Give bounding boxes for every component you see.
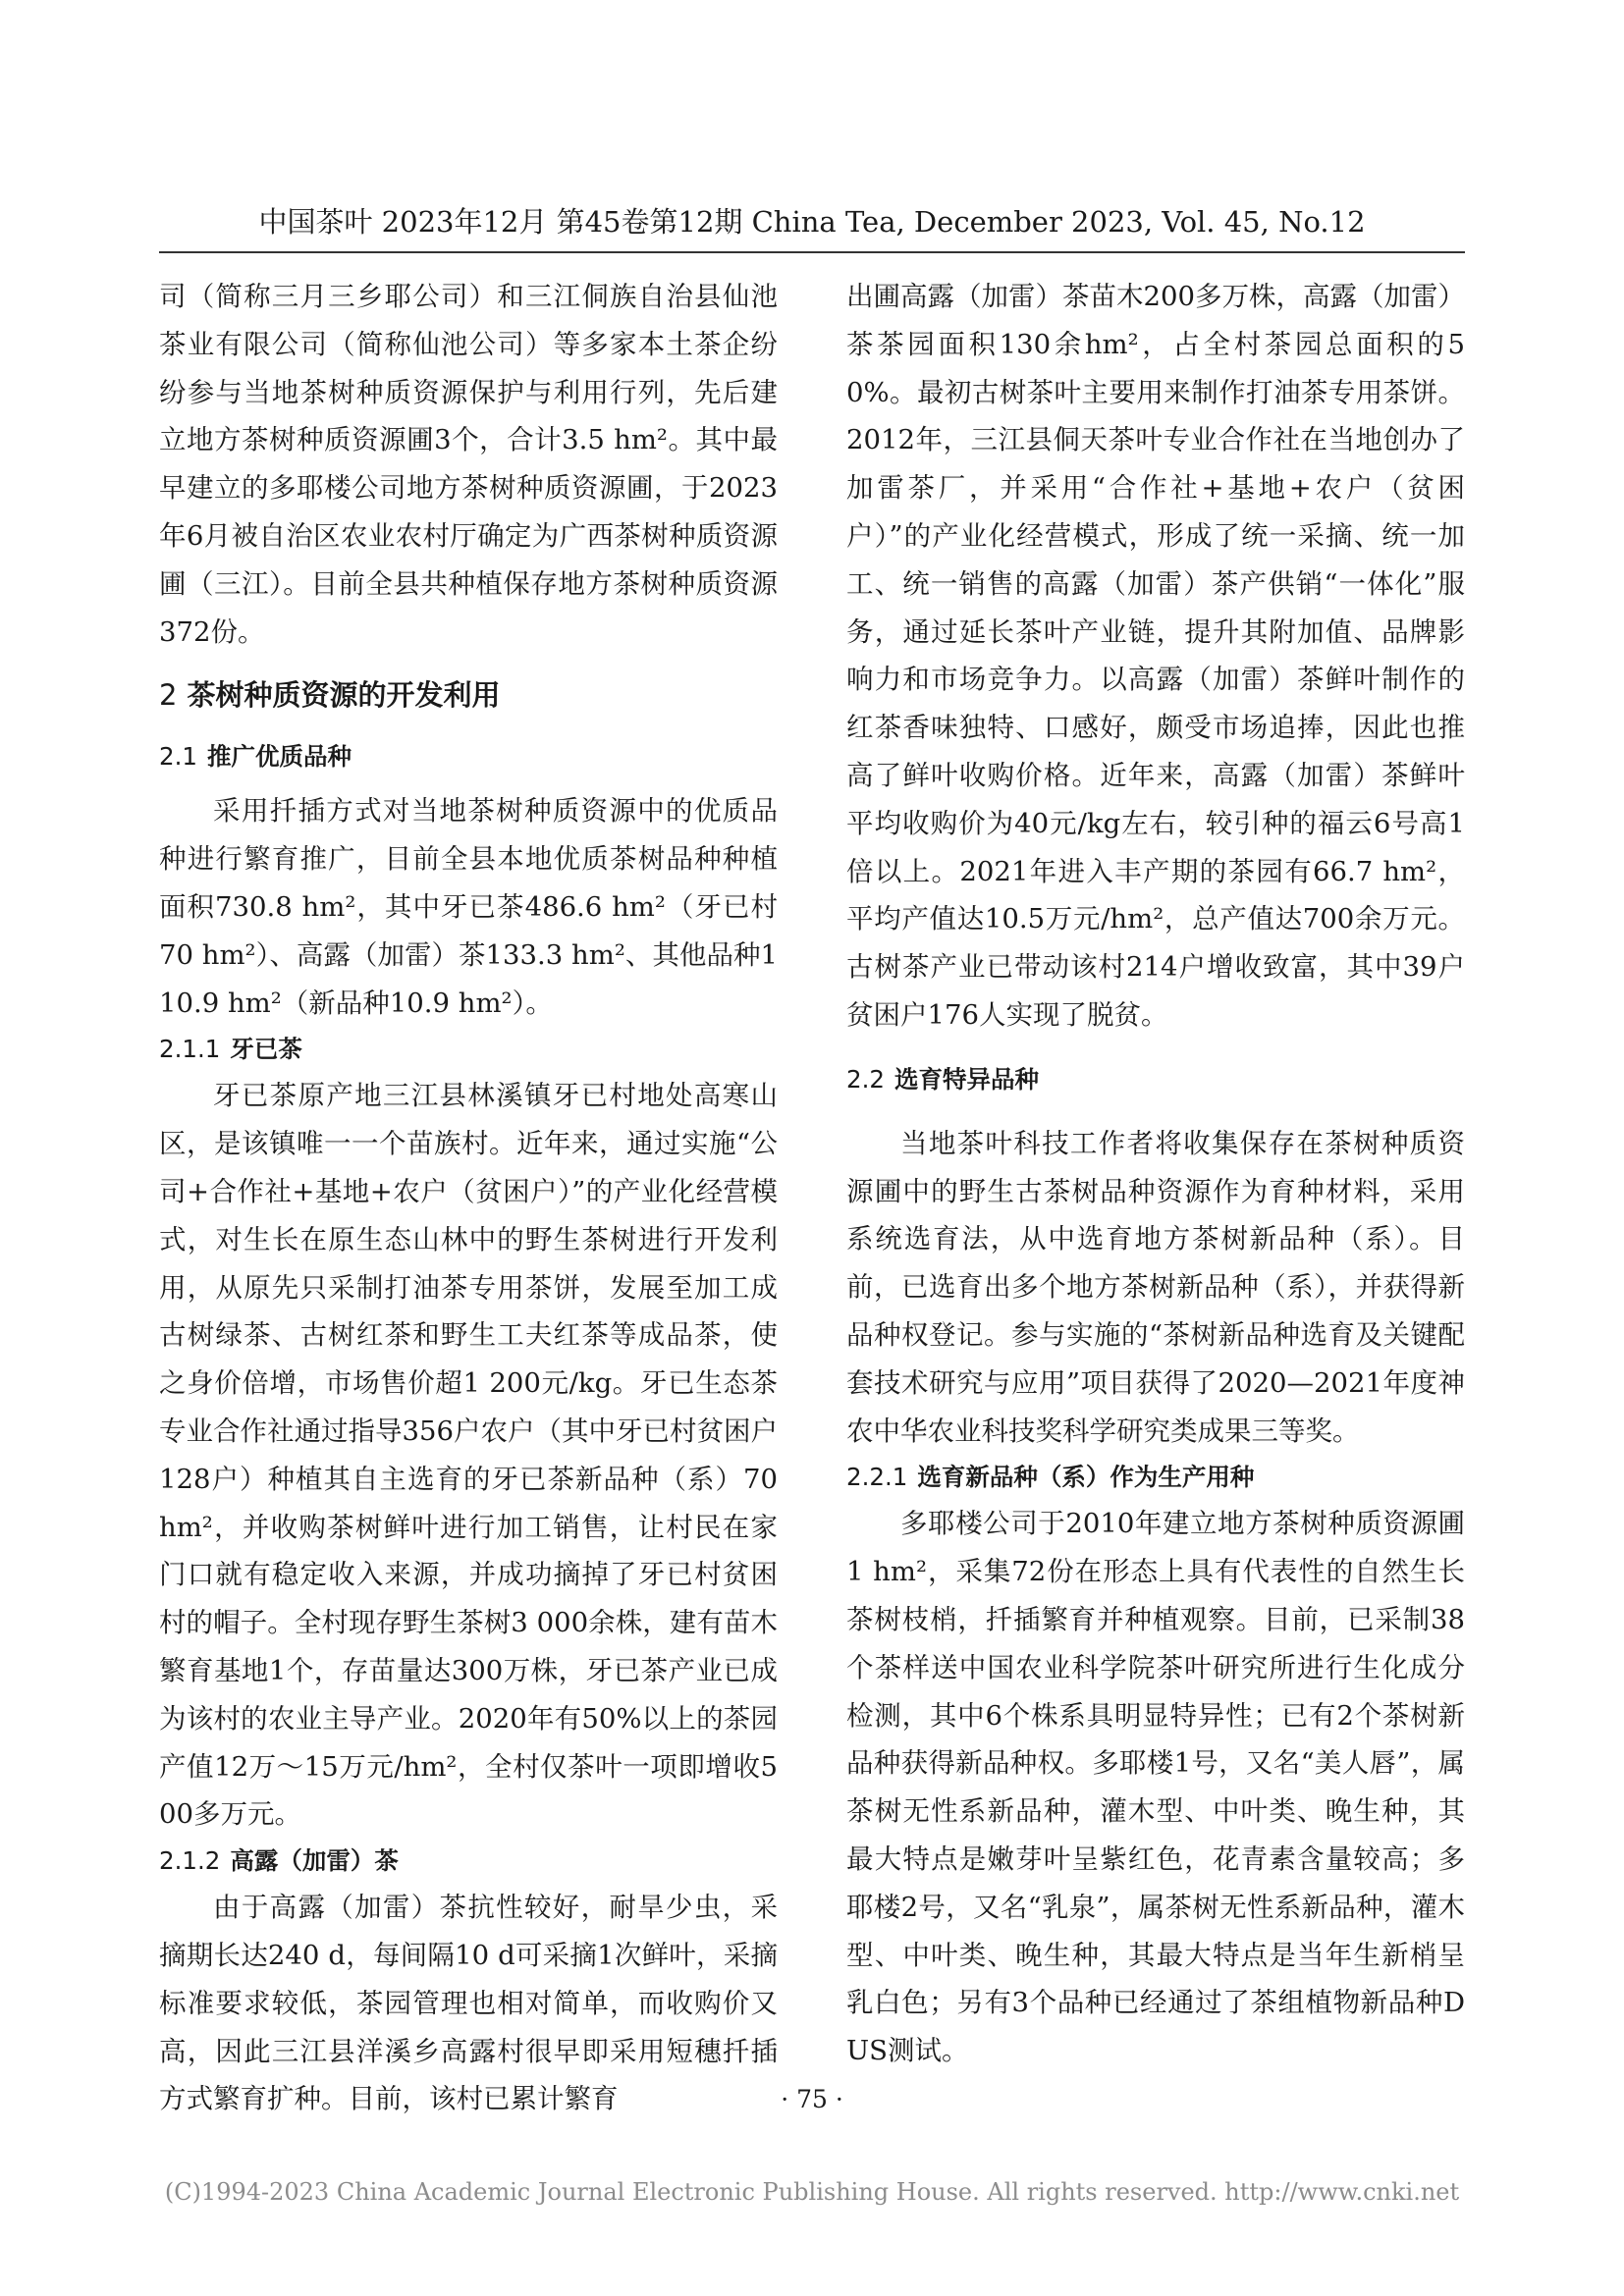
section-title: 茶树种质资源的开发利用	[187, 678, 501, 713]
running-header: 中国茶叶 2023年12月 第45卷第12期 China Tea, December 2023, Vol. 45, No.12	[258, 205, 1366, 239]
paragraph-2-2-1: 多耶楼公司于2010年建立地方茶树种质资源圃1 hm²，采集72份在形态上具有代表性的自然生长茶树枝梢，扦插繁育并种植观察。目前，已采制38个茶样送中国农业科学院茶叶研究所进行生化成分检测，其中6个株系具明显特异性；已有2个茶树新品种获得新品种权。多耶楼1号，又名“美人唇”，属茶树无性系新品种，灌木型、中叶类、晚生种，其最大特点是嫩芽叶呈紫红色，花青素含量较高；多耶楼2号，又名“乳泉”，属茶树无性系新品种，灌木型、中叶类、晚生种，其最大特点是当年生新梢呈乳白色；另有3个品种已经通过了茶组植物新品种DUS测试。	[846, 1508, 1465, 2067]
section-2-2-heading	[846, 1057, 1465, 1102]
section-number: 2	[159, 678, 178, 713]
section-2-2-1-heading	[846, 1455, 1465, 1500]
paragraph-2-1-2: 由于高露（加雷）茶抗性较好，耐旱少虫，采摘期长达240 d，每间隔10 d可采摘1次鲜叶，采摘标准要求较低，茶园管理也相对简单，而收购价又高，因此三江县洋溪乡高露村很早即采用短穗扦插方式繁育扩种。目前，该村已累计繁育	[159, 1892, 778, 2115]
section-title: 选育特异品种	[893, 1064, 1039, 1094]
intro-paragraph: 司（简称三月三乡耶公司）和三江侗族自治县仙池茶业有限公司（简称仙池公司）等多家本土茶企纷纷参与当地茶树种质资源保护与利用行列，先后建立地方茶树种质资源圃3个，合计3.5 hm²。其中最早建立的多耶楼公司地方茶树种质资源圃，于2023年6月被自治区农业农村厅确定为广西茶树种质资源圃（三江）。目前全县共种植保存地方茶树种质资源372份。	[159, 281, 778, 648]
section-title: 推广优质品种	[206, 742, 352, 772]
right-column	[846, 273, 1465, 2075]
copyright-notice: (C)1994-2023 China Academic Journal Electronic Publishing House. All rights reserved. http://www.cnki.net	[164, 2178, 1460, 2206]
section-number: 2.1.1	[159, 1035, 221, 1064]
continued-paragraph: 出圃高露（加雷）茶苗木200多万株，高露（加雷）茶茶园面积130余hm²，占全村茶园总面积的50%。最初古树茶叶主要用来制作打油茶专用茶饼。2012年，三江县侗天茶叶专业合作社在当地创办了加雷茶厂，并采用“合作社+基地+农户（贫困户）”的产业化经营模式，形成了统一采摘、统一加工、统一销售的高露（加雷）茶产供销“一体化”服务，通过延长茶叶产业链，提升其附加值、品牌影响力和市场竞争力。以高露（加雷）茶鲜叶制作的红茶香味独特、口感好，颇受市场追捧，因此也推高了鲜叶收购价格。近年来，高露（加雷）茶鲜叶平均收购价为40元/kg左右，较引种的福云6号高1倍以上。2021年进入丰产期的茶园有66.7 hm²，平均产值达10.5万元/hm²，总产值达700余万元。古树茶产业已带动该村214户增收致富，其中39户贫困户176人实现了脱贫。	[846, 281, 1465, 1031]
left-column	[159, 273, 778, 2123]
paragraph-2-1: 采用扦插方式对当地茶树种质资源中的优质品种进行繁育推广，目前全县本地优质茶树品种种植面积730.8 hm²，其中牙已茶486.6 hm²（牙已村70 hm²）、高露（加雷）茶133.3 hm²、其他品种110.9 hm²（新品种10.9 hm²）。	[159, 795, 778, 1019]
section-title: 牙已茶	[230, 1035, 302, 1064]
section-2-1-1-heading	[159, 1027, 778, 1072]
section-number: 2.2	[846, 1064, 885, 1094]
section-number: 2.2.1	[846, 1463, 908, 1492]
section-title: 选育新品种（系）作为生产用种	[917, 1463, 1255, 1492]
paragraph-2-2: 当地茶叶科技工作者将收集保存在茶树种质资源圃中的野生古茶树品种资源作为育种材料，采用系统选育法，从中选育地方茶树新品种（系）。目前，已选育出多个地方茶树新品种（系），并获得新品种权登记。参与实施的“茶树新品种选育及关键配套技术研究与应用”项目获得了2020—2021年度神农中华农业科技奖科学研究类成果三等奖。	[846, 1127, 1465, 1447]
page-number: · 75 ·	[781, 2085, 843, 2113]
section-2-1-heading	[159, 734, 778, 779]
section-number: 2.1.2	[159, 1846, 221, 1876]
section-2-heading	[159, 669, 778, 721]
section-2-1-2-heading	[159, 1839, 778, 1884]
section-title: 高露（加雷）茶	[230, 1846, 399, 1876]
paragraph-2-1-1: 牙已茶原产地三江县林溪镇牙已村地处高寒山区，是该镇唯一一个苗族村。近年来，通过实施“公司+合作社+基地+农户（贫困户）”的产业化经营模式，对生长在原生态山林中的野生茶树进行开发利用，从原先只采制打油茶专用茶饼，发展至加工成古树绿茶、古树红茶和野生工夫红茶等成品茶，使之身价倍增，市场售价超1 200元/kg。牙已生态茶专业合作社通过指导356户农户（其中牙已村贫困户128户）种植其自主选育的牙已茶新品种（系）70 hm²，并收购茶树鲜叶进行加工销售，让村民在家门口就有稳定收入来源，并成功摘掉了牙已村贫困村的帽子。全村现存野生茶树3 000余株，建有苗木繁育基地1个，存苗量达300万株，牙已茶产业已成为该村的农业主导产业。2020年有50%以上的茶园产值12万～15万元/hm²，全村仅茶叶一项即增收500多万元。	[159, 1080, 778, 1831]
section-number: 2.1	[159, 742, 197, 772]
header-rule	[159, 251, 1465, 253]
